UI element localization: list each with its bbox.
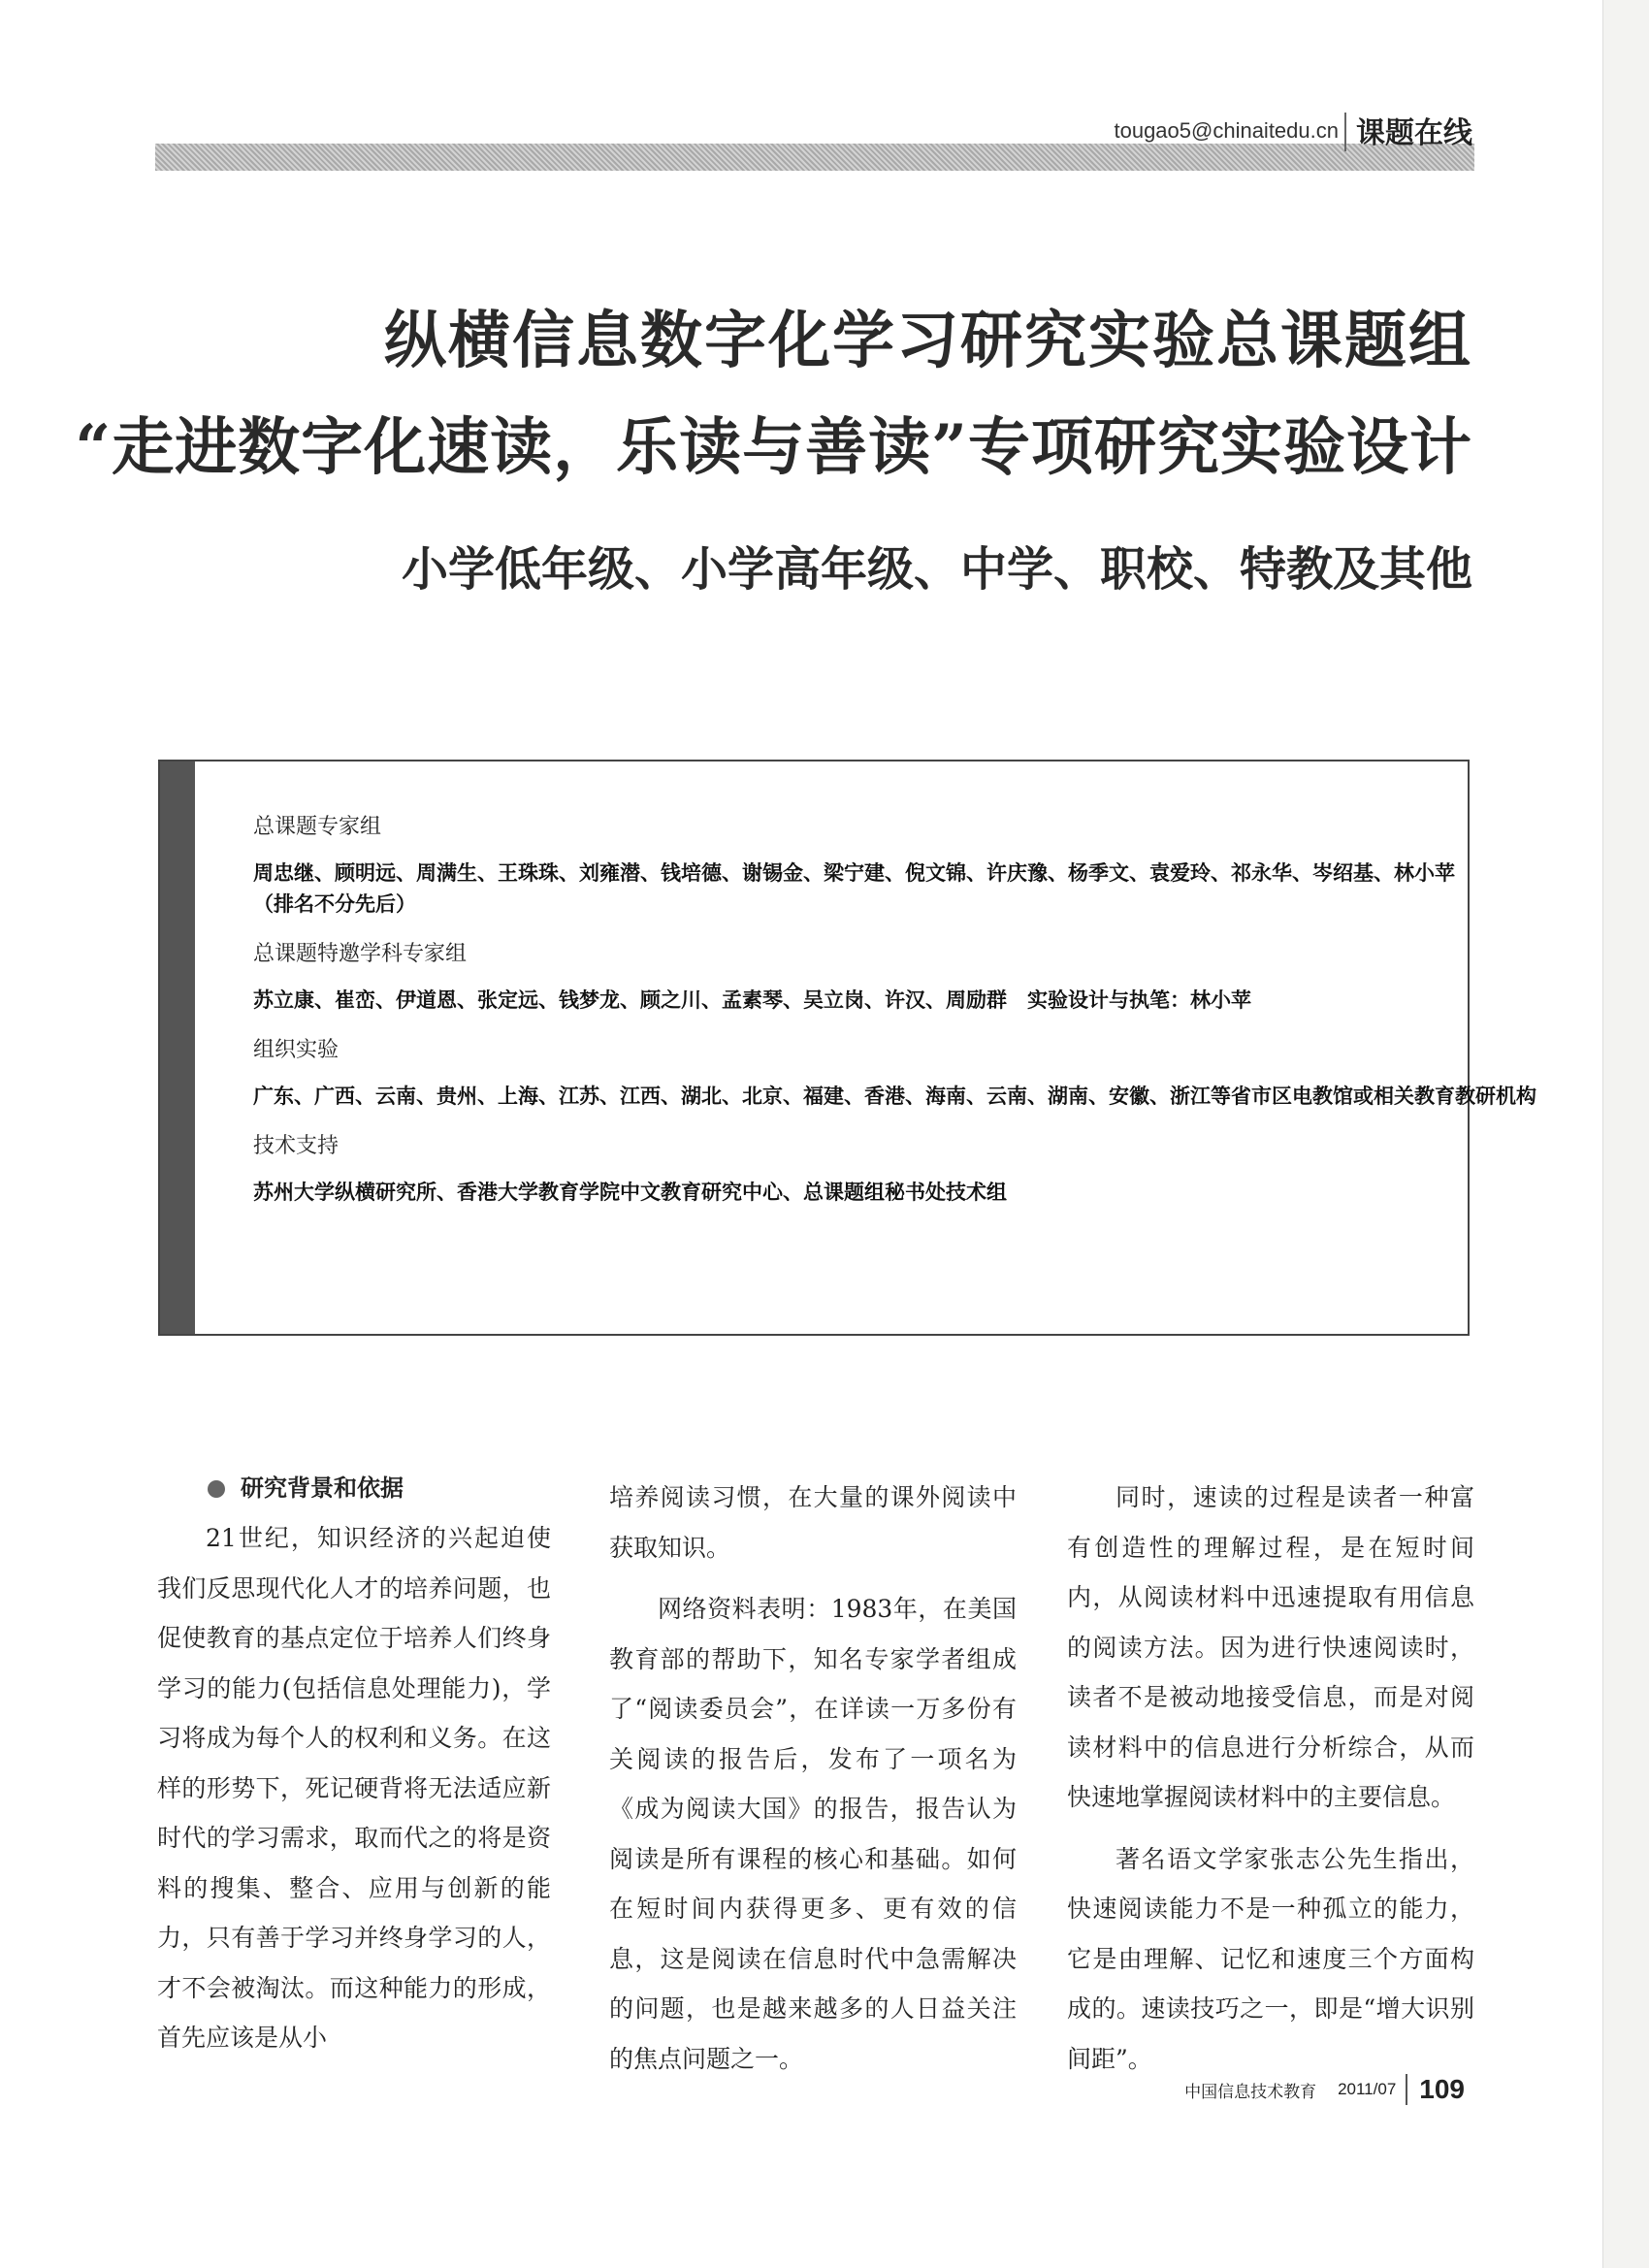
article-title-line2: “走进数字化速读，乐读与善读”专项研究实验设计 (75, 411, 1472, 484)
body-column-3 (1067, 1473, 1474, 2084)
body-column-2 (609, 1473, 1017, 2084)
section-heading (208, 1473, 551, 1506)
expert-note: （排名不分先后） (253, 891, 416, 916)
bullet-icon (208, 1480, 225, 1498)
article-subtitle: 小学低年级、小学高年级、中学、职校、特教及其他 (401, 542, 1472, 597)
header-strip (155, 144, 1474, 171)
subject-group-names: 苏立康、崔峦、伊道恩、张定远、钱梦龙、顾之川、孟素琴、吴立岗、许汉、周励群 实验设计与执笔：林小苹 (253, 988, 1251, 1012)
paragraph: 网络资料表明：1983年，在美国教育部的帮助下，知名专家学者组成了“阅读委员会”，在详读一万多份有关阅读的报告后，发布了一项名为《成为阅读大国》的报告，报告认为阅读是所有课程的核心和基础。如何在短时间内获得更多、更有效的信息，这是阅读在信息时代中急需解决的问题，也是越来越多的人日益关注的焦点问题之一。 (609, 1595, 1017, 2073)
organization-heading: 组织实验 (253, 1038, 340, 1062)
expert-group-names (253, 858, 1455, 920)
article-title-line1: 纵横信息数字化学习研究实验总课题组 (384, 305, 1472, 377)
info-box-content (253, 810, 1536, 1225)
body-column-1 (157, 1473, 551, 2063)
footer-journal-name: 中国信息技术教育 (1184, 2082, 1317, 2102)
info-box (158, 760, 1536, 1336)
expert-group-heading: 总课题专家组 (253, 815, 382, 839)
section-heading-text: 研究背景和依据 (241, 1474, 404, 1503)
footer-issue: 2011/07 (1338, 2080, 1397, 2098)
subject-group-heading: 总课题特邀学科专家组 (253, 942, 468, 966)
header-divider (1344, 113, 1346, 151)
paragraph: 同时，速读的过程是读者一种富有创造性的理解过程，是在短时间内，从阅读材料中迅速提取有用信息的阅读方法。因为进行快速阅读时，读者不是被动地接受信息，而是对阅读材料中的信息进行分析综合，从而快速地掌握阅读材料中的主要信息。 (1067, 1483, 1474, 1811)
page-edge (1602, 0, 1649, 2268)
header-email: tougao5@chinaitedu.cn (1114, 118, 1339, 143)
organization-text: 广东、广西、云南、贵州、上海、江苏、江西、湖北、北京、福建、香港、海南、云南、湖南、安徽、浙江等省市区电教馆或相关教育教研机构 (253, 1084, 1536, 1108)
tech-support-heading: 技术支持 (253, 1134, 340, 1158)
paragraph: 培养阅读习惯，在大量的课外阅读中获取知识。 (609, 1483, 1017, 1562)
paragraph: 著名语文学家张志公先生指出，快速阅读能力不是一种孤立的能力，它是由理解、记忆和速度三个方面构成的。速读技巧之一，即是“增大识别间距”。 (1067, 1844, 1474, 2073)
tech-support-text: 苏州大学纵横研究所、香港大学教育学院中文教育研究中心、总课题组秘书处技术组 (253, 1180, 1007, 1204)
paragraph: 21世纪，知识经济的兴起迫使我们反思现代化人才的培养问题，也促使教育的基点定位于培养人们终身学习的能力(包括信息处理能力)，学习将成为每个人的权利和义务。在这样的形势下，死记硬背将无法适应新时代的学习需求，取而代之的将是资料的搜集、整合、应用与创新的能力，只有善于学习并终身学习的人，才不会被淘汰。而这种能力的形成，首先应该是从小 (157, 1524, 551, 2052)
info-box-bar (160, 761, 195, 1334)
page-footer (1184, 2074, 1465, 2105)
expert-names: 周忠继、顾明远、周满生、王珠珠、刘雍潜、钱培德、谢锡金、梁宁建、倪文锦、许庆豫、杨季文、袁爱玲、祁永华、岑绍基、林小苹 (253, 860, 1455, 885)
footer-divider (1406, 2074, 1407, 2105)
page-number: 109 (1419, 2074, 1465, 2104)
header-section-label: 课题在线 (1356, 116, 1472, 150)
